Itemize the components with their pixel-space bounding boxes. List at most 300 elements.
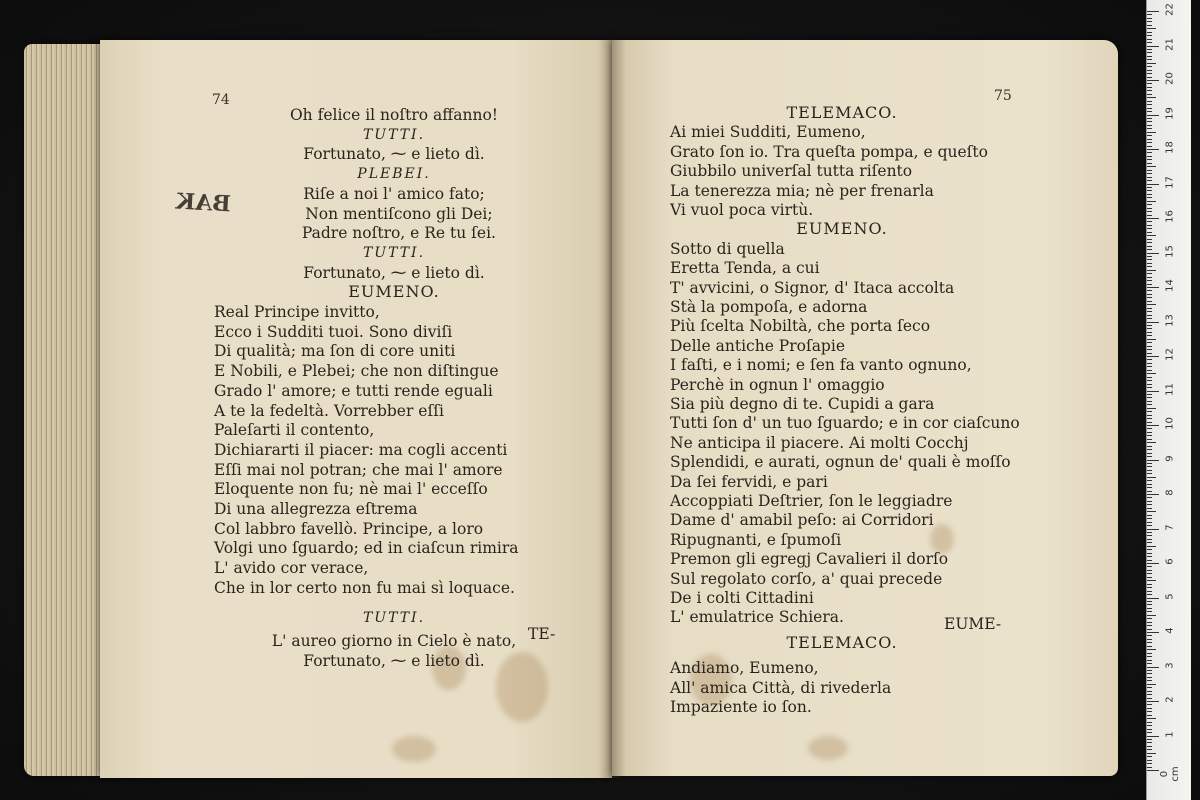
ruler-tick <box>1147 280 1152 281</box>
ruler-tick <box>1147 228 1152 229</box>
text-line: Sotto di quella <box>670 239 785 258</box>
stain <box>392 736 436 762</box>
ruler-tick <box>1147 642 1152 643</box>
left-catchword: TE- <box>528 625 556 643</box>
ruler-tick <box>1147 687 1152 688</box>
text-line: De i colti Cittadini <box>670 589 814 607</box>
ruler-tick <box>1147 646 1152 647</box>
text-line: A te la fedeltà. Vorrebber eſſi <box>214 401 444 420</box>
ruler-tick <box>1147 284 1152 285</box>
ruler-tick <box>1147 604 1152 605</box>
ruler-tick <box>1147 756 1152 757</box>
ruler-tick <box>1147 132 1156 133</box>
text-line: Riſe a noi l' amico fato; <box>303 184 485 203</box>
ruler-tick <box>1147 259 1152 260</box>
ruler-tick <box>1147 21 1152 22</box>
ruler-tick <box>1147 635 1152 636</box>
ruler-tick <box>1147 418 1152 419</box>
text-line: Ne anticipa il piacere. Ai molti Cocchj <box>670 433 969 452</box>
ink-stamp: BAK <box>175 188 232 218</box>
ruler-tick <box>1147 504 1152 505</box>
ruler-tick <box>1147 584 1152 585</box>
text-line: Ai miei Sudditi, Eumeno, <box>670 123 866 142</box>
ruler-label: 8 <box>1164 489 1176 496</box>
ruler-tick <box>1147 701 1159 702</box>
text-line: Eloquente non fu; nè mai l' ecceſſo <box>214 480 488 499</box>
ruler-label: 1 <box>1164 730 1176 738</box>
stain <box>808 736 848 760</box>
text-line: TELEMACO. <box>786 632 898 652</box>
ruler-tick <box>1147 190 1152 191</box>
ruler-tick <box>1147 391 1159 392</box>
ruler-tick <box>1147 121 1152 122</box>
ruler-tick <box>1147 35 1152 36</box>
text-line: EUMENO. <box>348 282 440 302</box>
text-line: Delle antiche Proſapie <box>670 336 845 355</box>
ruler-tick <box>1147 373 1156 374</box>
text-line: La tenerezza mia; nè per frenarla <box>670 181 934 200</box>
ruler-tick <box>1147 653 1152 654</box>
ruler-tick <box>1147 363 1152 364</box>
ruler-tick <box>1147 197 1152 198</box>
ruler-tick <box>1147 270 1156 271</box>
ruler-tick <box>1147 118 1152 119</box>
ruler-tick <box>1147 159 1152 160</box>
ruler-label: 20 <box>1164 72 1176 85</box>
ruler-tick <box>1147 215 1152 216</box>
ruler-label: 10 <box>1164 417 1176 430</box>
ruler-tick <box>1147 173 1152 174</box>
ruler-tick <box>1147 77 1152 78</box>
ruler-tick <box>1147 404 1152 405</box>
text-line: Di una allegrezza eſtrema <box>214 500 418 518</box>
text-line: Grado l' amore; e tutti rende eguali <box>214 381 493 400</box>
ruler-tick <box>1147 242 1152 243</box>
ruler-tick <box>1147 656 1152 657</box>
text-line: Che in lor certo non fu mai sì loquace. <box>214 578 515 597</box>
ruler-tick <box>1147 166 1156 167</box>
ruler-tick <box>1147 739 1152 740</box>
ruler-tick <box>1147 39 1152 40</box>
ruler-tick <box>1147 553 1152 554</box>
ruler-tick <box>1147 432 1152 433</box>
ruler-tick <box>1147 501 1152 502</box>
ruler-tick <box>1147 290 1152 291</box>
ruler-tick <box>1147 532 1152 533</box>
ruler-tick <box>1147 539 1152 540</box>
ruler-tick <box>1147 763 1152 764</box>
ruler-tick <box>1147 425 1159 426</box>
ruler-tick <box>1147 546 1156 547</box>
text-line: Fortunato, ⁓ e lieto dì. <box>303 145 485 164</box>
ruler-tick <box>1147 460 1159 461</box>
ruler-tick <box>1147 128 1152 129</box>
ruler-tick <box>1147 518 1152 519</box>
ruler-tick <box>1147 729 1152 730</box>
ruler-tick <box>1147 90 1152 91</box>
ruler-tick <box>1147 573 1152 574</box>
ruler-tick <box>1147 225 1152 226</box>
ruler-tick <box>1147 770 1159 771</box>
ruler-tick <box>1147 397 1152 398</box>
ruler-tick <box>1147 456 1152 457</box>
ruler-tick <box>1147 301 1152 302</box>
ruler-label: 18 <box>1164 141 1176 154</box>
ruler-tick <box>1147 101 1152 102</box>
ruler-tick <box>1147 359 1152 360</box>
ruler-tick <box>1147 732 1152 733</box>
text-line: Vi vuol poca virtù. <box>670 201 814 219</box>
text-line: Sul regolato corſo, a' quai precede <box>670 569 943 588</box>
ruler-tick <box>1147 411 1152 412</box>
ruler-tick <box>1147 608 1152 609</box>
text-line: Grato ſon io. Tra queſta pompa, e queſto <box>670 142 988 161</box>
ruler-tick <box>1147 611 1152 612</box>
ruler-tick <box>1147 691 1152 692</box>
text-line: Tutti ſon d' un tuo ſguardo; e in cor ciaſcuno <box>670 414 1020 433</box>
ruler-tick <box>1147 304 1156 305</box>
ruler-label: 13 <box>1164 313 1176 327</box>
ruler-tick <box>1147 680 1152 681</box>
text-line: Fortunato, ⁓ e lieto dì. <box>303 651 485 670</box>
ruler-tick <box>1147 66 1152 67</box>
ruler-tick <box>1147 529 1159 530</box>
ruler-tick <box>1147 453 1152 454</box>
ruler-tick <box>1147 139 1152 140</box>
text-line: Real Principe invitto, <box>214 303 380 321</box>
text-line: Di qualità; ma ſon di core uniti <box>214 342 456 361</box>
ruler-label: 22 <box>1164 3 1176 16</box>
ruler-tick <box>1147 146 1152 147</box>
ruler-tick <box>1147 753 1156 754</box>
ruler-tick <box>1147 221 1152 222</box>
ruler-tick <box>1147 194 1152 195</box>
ruler-tick <box>1147 125 1152 126</box>
text-line: All' amica Città, di rivederla <box>670 678 892 697</box>
text-line: Paleſarti il contento, <box>214 421 375 440</box>
ruler-tick <box>1147 32 1152 33</box>
ruler-tick <box>1147 556 1152 557</box>
ruler-tick <box>1147 239 1152 240</box>
ruler-tick <box>1147 249 1152 250</box>
ruler-tick <box>1147 83 1152 84</box>
ruler-tick <box>1147 94 1152 95</box>
ruler-tick <box>1147 760 1152 761</box>
ruler-tick <box>1147 394 1152 395</box>
ruler-tick <box>1147 277 1152 278</box>
ruler-label: 5 <box>1164 592 1176 600</box>
ruler-tick <box>1147 180 1152 181</box>
ruler-tick <box>1147 318 1152 319</box>
text-line: Col labbro favellò. Principe, a loro <box>214 519 484 538</box>
measurement-ruler <box>1146 0 1191 800</box>
ruler-tick <box>1147 522 1152 523</box>
ruler-tick <box>1147 235 1156 236</box>
ruler-tick <box>1147 477 1156 478</box>
ruler-tick <box>1147 484 1152 485</box>
ruler-tick <box>1147 684 1156 685</box>
ruler-tick <box>1147 570 1152 571</box>
ruler-tick <box>1147 415 1152 416</box>
ruler-tick <box>1147 566 1152 567</box>
ruler-tick <box>1147 663 1152 664</box>
ruler-tick <box>1147 152 1152 153</box>
text-line: TUTTI. <box>362 126 426 143</box>
ruler-tick <box>1147 211 1152 212</box>
ruler-tick <box>1147 187 1152 188</box>
ruler-tick <box>1147 632 1159 633</box>
right-page-number: 75 <box>994 88 1012 104</box>
text-line: TELEMACO. <box>786 103 898 122</box>
ruler-tick <box>1147 266 1152 267</box>
ruler-label: 21 <box>1164 37 1176 51</box>
ruler-tick <box>1147 580 1156 581</box>
ruler-tick <box>1147 11 1159 12</box>
text-line: Impaziente io ſon. <box>670 698 812 716</box>
ruler-tick <box>1147 615 1156 616</box>
ruler-tick <box>1147 515 1152 516</box>
ruler-tick <box>1147 494 1159 495</box>
ruler-tick <box>1147 480 1152 481</box>
text-line: TUTTI. <box>362 244 426 261</box>
ruler-tick <box>1147 63 1156 64</box>
ruler-tick <box>1147 625 1152 626</box>
ruler-tick <box>1147 325 1152 326</box>
ruler-tick <box>1147 491 1152 492</box>
ruler-label: 6 <box>1164 558 1176 565</box>
ruler-tick <box>1147 108 1152 109</box>
ruler-tick <box>1147 473 1152 474</box>
ruler-tick <box>1147 439 1152 440</box>
ruler-tick <box>1147 59 1152 60</box>
text-line: Padre noſtro, e Re tu ſei. <box>292 224 496 243</box>
ruler-label: 15 <box>1164 244 1176 258</box>
ruler-tick <box>1147 677 1152 678</box>
ruler-label: 4 <box>1164 627 1176 634</box>
ruler-tick <box>1147 263 1152 264</box>
ruler-tick <box>1147 497 1152 498</box>
ruler-tick <box>1147 408 1156 409</box>
ruler-tick <box>1147 442 1156 443</box>
ruler-tick <box>1147 115 1159 116</box>
ruler-tick <box>1147 542 1152 543</box>
ruler-tick <box>1147 563 1159 564</box>
text-line: L' aureo giorno in Cielo è nato, <box>271 632 517 651</box>
ruler-tick <box>1147 715 1152 716</box>
ruler-tick <box>1147 549 1152 550</box>
ruler-tick <box>1147 218 1159 219</box>
text-line: I faſti, e i nomi; e ſen fa vanto ognuno, <box>670 356 972 375</box>
ruler-tick <box>1147 422 1152 423</box>
ruler-tick <box>1147 322 1159 323</box>
ruler-tick <box>1147 14 1152 15</box>
ruler-tick <box>1147 711 1152 712</box>
ruler-label: 0 cm <box>1159 766 1181 782</box>
text-line: EUMENO. <box>796 219 888 239</box>
ruler-tick <box>1147 694 1152 695</box>
ruler-tick <box>1147 366 1152 367</box>
text-line: Eſſi mai nol potran; che mai l' amore <box>214 460 503 479</box>
text-line: T' avvicini, o Signor, d' Itaca accolta <box>670 278 955 297</box>
ruler-label: 12 <box>1164 348 1176 361</box>
text-line: Giubbilo univerſal tutta riſento <box>670 162 913 181</box>
ruler-tick <box>1147 308 1152 309</box>
text-line: TUTTI. <box>362 609 426 626</box>
ruler-tick <box>1147 670 1152 671</box>
ruler-tick <box>1147 246 1152 247</box>
text-line: Dichiararti il piacer: ma cogli accenti <box>214 440 508 459</box>
ruler-tick <box>1147 428 1152 429</box>
ruler-tick <box>1147 535 1152 536</box>
text-line: Volgi uno ſguardo; ed in ciaſcun rimira <box>214 539 519 558</box>
ruler-tick <box>1147 435 1152 436</box>
text-line: Perchè in ognun l' omaggio <box>670 375 885 394</box>
text-line: Più ſcelta Nobiltà, che porta ſeco <box>670 317 931 336</box>
ruler-tick <box>1147 591 1152 592</box>
ruler-tick <box>1147 673 1152 674</box>
ruler-tick <box>1147 560 1152 561</box>
text-line: Premon gli egregj Cavalieri il dorſo <box>670 550 949 569</box>
ruler-tick <box>1147 149 1159 150</box>
ruler-label: 7 <box>1164 523 1176 531</box>
ruler-tick <box>1147 722 1152 723</box>
ruler-tick <box>1147 387 1152 388</box>
ruler-tick <box>1147 622 1152 623</box>
text-line: Ecco i Sudditi tuoi. Sono diviſi <box>214 322 453 341</box>
ruler-tick <box>1147 328 1152 329</box>
ruler-tick <box>1147 704 1152 705</box>
text-line: Non mentiſcono gli Dei; <box>295 204 493 223</box>
ruler-tick <box>1147 297 1152 298</box>
ruler-tick <box>1147 135 1152 136</box>
ruler-tick <box>1147 698 1152 699</box>
ruler-tick <box>1147 256 1152 257</box>
ruler-tick <box>1147 70 1152 71</box>
ruler-label: 2 <box>1164 696 1176 703</box>
ruler-tick <box>1147 177 1152 178</box>
text-line: Dame d' amabil peſo: ai Corridori <box>670 511 934 530</box>
ruler-tick <box>1147 742 1152 743</box>
text-line: Andiamo, Eumeno, <box>670 659 819 678</box>
ruler-tick <box>1147 508 1152 509</box>
ruler-tick <box>1147 380 1152 381</box>
ruler-tick <box>1147 511 1156 512</box>
ruler-tick <box>1147 104 1152 105</box>
ruler-tick <box>1147 80 1159 81</box>
ruler-tick <box>1147 749 1152 750</box>
ruler-label: 3 <box>1164 661 1176 669</box>
ruler-tick <box>1147 346 1152 347</box>
ruler-tick <box>1147 294 1152 295</box>
text-line: Fortunato, ⁓ e lieto dì. <box>303 263 485 282</box>
ruler-tick <box>1147 708 1152 709</box>
text-line: Splendidi, e aurati, ognun de' quali è moſſo <box>670 453 1011 472</box>
ruler-tick <box>1147 601 1152 602</box>
left-page-number: 74 <box>212 92 230 108</box>
ruler-tick <box>1147 370 1152 371</box>
ruler-tick <box>1147 463 1152 464</box>
text-line: Stà la pompoſa, e adorna <box>670 298 868 316</box>
ruler-tick <box>1147 725 1152 726</box>
ruler-tick <box>1147 156 1152 157</box>
book-gutter <box>598 40 626 778</box>
ruler-tick <box>1147 332 1152 333</box>
ruler-tick <box>1147 315 1152 316</box>
ruler-tick <box>1147 487 1152 488</box>
ruler-tick <box>1147 18 1152 19</box>
text-line: Oh felice il noſtro affanno! <box>289 106 499 124</box>
text-line: L' avido cor verace, <box>214 559 369 578</box>
ruler-tick <box>1147 232 1152 233</box>
ruler-tick <box>1147 204 1152 205</box>
ruler-tick <box>1147 449 1152 450</box>
ruler-label: 16 <box>1164 210 1176 223</box>
ruler-tick <box>1147 349 1152 350</box>
ruler-tick <box>1147 353 1152 354</box>
ruler-tick <box>1147 311 1152 312</box>
text-line: Accoppiati Deſtrier, ſon le leggiadre <box>670 492 953 510</box>
ruler-tick <box>1147 335 1152 336</box>
ruler-tick <box>1147 49 1152 50</box>
ruler-tick <box>1147 111 1152 112</box>
ruler-tick <box>1147 342 1152 343</box>
stain <box>496 652 548 722</box>
ruler-tick <box>1147 97 1156 98</box>
ruler-tick <box>1147 253 1159 254</box>
ruler-tick <box>1147 56 1152 57</box>
ruler-tick <box>1147 273 1152 274</box>
ruler-tick <box>1147 208 1152 209</box>
text-line: E Nobili, e Plebei; che non diſtingue <box>214 362 499 381</box>
ruler-tick <box>1147 667 1159 668</box>
ruler-tick <box>1147 660 1152 661</box>
ruler-tick <box>1147 201 1156 202</box>
ruler-tick <box>1147 525 1152 526</box>
ruler-tick <box>1147 46 1159 47</box>
ruler-tick <box>1147 639 1152 640</box>
text-line: Ripugnanti, e ſpumoſi <box>670 530 842 549</box>
ruler-tick <box>1147 446 1152 447</box>
ruler-tick <box>1147 184 1159 185</box>
text-line: Eretta Tenda, a cui <box>670 259 820 278</box>
ruler-tick <box>1147 598 1159 599</box>
ruler-tick <box>1147 42 1152 43</box>
ruler-tick <box>1147 767 1152 768</box>
ruler-tick <box>1147 287 1159 288</box>
ruler-tick <box>1147 87 1152 88</box>
ruler-label: 19 <box>1164 106 1176 120</box>
ruler-tick <box>1147 466 1152 467</box>
ruler-tick <box>1147 577 1152 578</box>
ruler-tick <box>1147 649 1156 650</box>
ruler-label: 11 <box>1164 382 1176 396</box>
ruler-tick <box>1147 401 1152 402</box>
ruler-tick <box>1147 339 1156 340</box>
text-line: Sia più degno di te. Cupidi a gara <box>670 395 935 413</box>
ruler-tick <box>1147 170 1152 171</box>
text-line: PLEBEI. <box>357 166 431 183</box>
text-line: Da ſei fervidi, e pari <box>670 472 828 491</box>
right-catchword: EUME- <box>944 615 1002 633</box>
ruler-tick <box>1147 746 1152 747</box>
ruler-label: 14 <box>1164 279 1176 292</box>
ruler-tick <box>1147 163 1152 164</box>
ruler-tick <box>1147 587 1152 588</box>
ruler-tick <box>1147 384 1152 385</box>
ruler-tick <box>1147 356 1159 357</box>
ruler-tick <box>1147 142 1152 143</box>
ruler-tick <box>1147 618 1152 619</box>
